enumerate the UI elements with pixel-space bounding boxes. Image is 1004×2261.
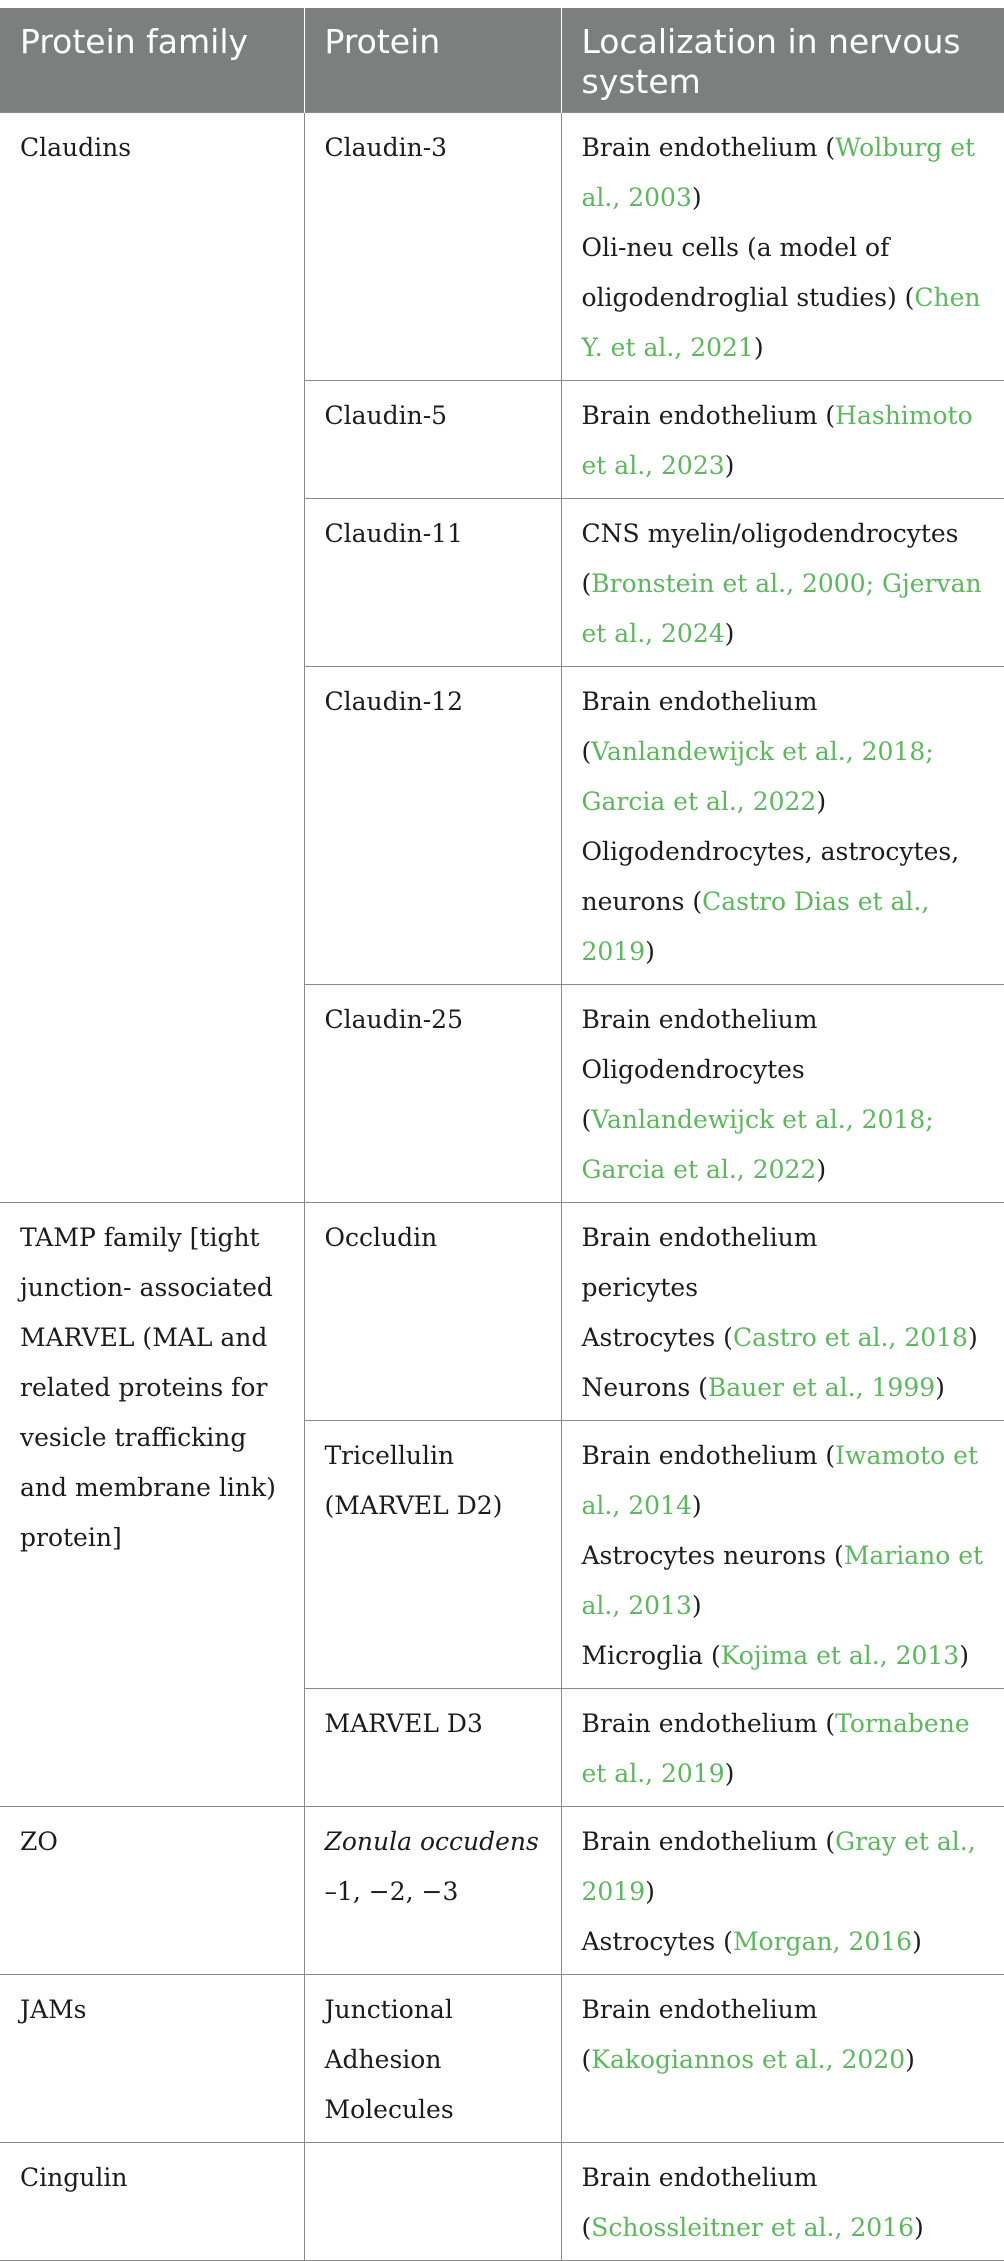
localization-text: Brain endothelium bbox=[581, 1005, 818, 1034]
protein-name: Claudin-11 bbox=[324, 519, 463, 548]
table-row bbox=[0, 1975, 1004, 2143]
protein-cell bbox=[304, 113, 561, 381]
localization-entry bbox=[582, 1917, 987, 1967]
localization-entry bbox=[582, 1313, 987, 1363]
localization-entry bbox=[582, 391, 987, 491]
citation-link[interactable]: Schossleitner et al., 2016 bbox=[591, 2213, 914, 2242]
citation-link[interactable]: Castro et al., 2018 bbox=[732, 1323, 968, 1352]
citation-link[interactable]: Kojima et al., 2013 bbox=[720, 1641, 960, 1670]
localization-entry bbox=[582, 1213, 987, 1263]
localization-text: Brain endothelium ( bbox=[581, 2163, 818, 2242]
localization-text: Brain endothelium ( bbox=[581, 1709, 836, 1738]
citation-link[interactable]: Castro Dias et al., 2019 bbox=[581, 887, 930, 966]
localization-entry bbox=[582, 1263, 987, 1313]
localization-text: Brain endothelium ( bbox=[581, 687, 818, 766]
localization-text: ) bbox=[816, 1155, 827, 1184]
localization-text: ) bbox=[935, 1373, 945, 1402]
table-row bbox=[0, 113, 1004, 381]
protein-cell bbox=[304, 985, 561, 1203]
table-row bbox=[0, 1807, 1004, 1975]
localization-cell bbox=[561, 1689, 1004, 1807]
citation-link[interactable]: Gray et al., 2019 bbox=[581, 1827, 976, 1906]
localization-text: Astrocytes neurons ( bbox=[581, 1541, 844, 1570]
localization-entry bbox=[582, 827, 987, 977]
protein-cell bbox=[304, 2143, 561, 2261]
protein-name: Claudin-25 bbox=[324, 1005, 463, 1034]
protein-name: MARVEL D3 bbox=[324, 1709, 483, 1738]
citation-link[interactable]: Hashimoto et al., 2023 bbox=[581, 401, 973, 480]
protein-family-cell: ZO bbox=[0, 1807, 304, 1975]
localization-text: ) bbox=[753, 333, 764, 362]
protein-cell bbox=[304, 1689, 561, 1807]
localization-entry bbox=[582, 1699, 987, 1799]
localization-text: ) bbox=[691, 183, 702, 212]
localization-entry bbox=[582, 1531, 987, 1631]
localization-text: pericytes bbox=[581, 1273, 699, 1302]
localization-cell bbox=[561, 1975, 1004, 2143]
citation-link[interactable]: Iwamoto et al., 2014 bbox=[581, 1441, 978, 1520]
localization-entry bbox=[582, 1631, 987, 1681]
protein-cell bbox=[304, 381, 561, 499]
citation-link[interactable]: Chen Y. et al., 2021 bbox=[581, 283, 981, 362]
localization-text: ) bbox=[959, 1641, 969, 1670]
localization-text: ) bbox=[724, 619, 735, 648]
table-body bbox=[0, 113, 1004, 2261]
localization-text: ) bbox=[724, 451, 735, 480]
localization-text: Brain endothelium ( bbox=[581, 1827, 836, 1856]
header-localization: Localization in nervous system bbox=[561, 8, 1004, 113]
localization-cell bbox=[561, 113, 1004, 381]
localization-entry bbox=[582, 677, 987, 827]
localization-text: Brain endothelium bbox=[581, 1223, 818, 1252]
localization-text: ) bbox=[691, 1491, 702, 1520]
citation-link[interactable]: Kakogiannos et al., 2020 bbox=[591, 2045, 906, 2074]
citation-link[interactable]: Wolburg et al., 2003 bbox=[581, 133, 976, 212]
localization-text: CNS myelin/oligodendrocytes ( bbox=[581, 519, 959, 598]
protein-name-italic: Zonula occudens bbox=[324, 1827, 539, 1856]
citation-link[interactable]: Vanlandewijck et al., 2018; Garcia et al., 2022 bbox=[581, 1105, 934, 1184]
localization-text: ) bbox=[724, 1759, 735, 1788]
localization-text: Brain endothelium ( bbox=[581, 401, 836, 430]
localization-entry bbox=[582, 509, 987, 659]
tight-junction-table bbox=[0, 8, 1004, 2261]
localization-text: Brain endothelium ( bbox=[581, 133, 836, 162]
localization-text: ) bbox=[691, 1591, 702, 1620]
protein-cell bbox=[304, 499, 561, 667]
protein-cell bbox=[304, 1807, 561, 1975]
localization-entry bbox=[582, 1045, 987, 1195]
protein-cell bbox=[304, 667, 561, 985]
protein-cell bbox=[304, 1203, 561, 1421]
citation-link[interactable]: Mariano et al., 2013 bbox=[581, 1541, 984, 1620]
localization-cell bbox=[561, 667, 1004, 985]
localization-text: ) bbox=[816, 787, 827, 816]
localization-entry bbox=[582, 123, 987, 223]
citation-link[interactable]: Tornabene et al., 2019 bbox=[581, 1709, 970, 1788]
localization-text: ) bbox=[645, 937, 655, 966]
localization-text: Brain endothelium ( bbox=[581, 1441, 836, 1470]
table-row bbox=[0, 2143, 1004, 2261]
localization-cell bbox=[561, 381, 1004, 499]
table-row bbox=[0, 1203, 1004, 1421]
protein-family-cell: Cingulin bbox=[0, 2143, 304, 2261]
localization-text: Brain endothelium ( bbox=[581, 1995, 818, 2074]
localization-text: Oligodendrocytes ( bbox=[581, 1055, 805, 1134]
protein-name: –1, −2, −3 bbox=[324, 1877, 459, 1906]
citation-link[interactable]: Bronstein et al., 2000; Gjervan et al., 2024 bbox=[581, 569, 982, 648]
localization-cell bbox=[561, 2143, 1004, 2261]
localization-text: Oligodendrocytes, astrocytes, neurons ( bbox=[581, 837, 960, 916]
localization-entry bbox=[582, 2153, 987, 2253]
header-protein-family: Protein family bbox=[0, 8, 304, 113]
protein-name: Claudin-5 bbox=[324, 401, 448, 430]
protein-family-cell: TAMP family [tight junction- associated MARVEL (MAL and related proteins for vesicle trafficking and membrane link) protein] bbox=[0, 1203, 304, 1807]
protein-cell bbox=[304, 1421, 561, 1689]
localization-text: ) bbox=[905, 2045, 915, 2074]
localization-text: Neurons ( bbox=[581, 1373, 708, 1402]
header-protein: Protein bbox=[304, 8, 561, 113]
localization-entry bbox=[582, 223, 987, 373]
protein-name: Tricellulin (MARVEL D2) bbox=[324, 1441, 503, 1520]
localization-text: Astrocytes ( bbox=[581, 1323, 733, 1352]
localization-text: ) bbox=[645, 1877, 655, 1906]
citation-link[interactable]: Bauer et al., 1999 bbox=[707, 1373, 936, 1402]
localization-cell bbox=[561, 1203, 1004, 1421]
protein-cell bbox=[304, 1975, 561, 2143]
protein-name: Junctional Adhesion Molecules bbox=[324, 1995, 454, 2124]
localization-entry bbox=[582, 1363, 987, 1413]
protein-family-cell: Claudins bbox=[0, 113, 304, 1203]
citation-link[interactable]: Morgan, 2016 bbox=[732, 1927, 913, 1956]
localization-text: ) bbox=[912, 1927, 922, 1956]
localization-entry bbox=[582, 995, 987, 1045]
localization-cell bbox=[561, 1807, 1004, 1975]
localization-cell bbox=[561, 499, 1004, 667]
localization-entry bbox=[582, 1431, 987, 1531]
localization-text: Microglia ( bbox=[581, 1641, 721, 1670]
localization-text: Astrocytes ( bbox=[581, 1927, 733, 1956]
localization-cell bbox=[561, 1421, 1004, 1689]
localization-text: ) bbox=[967, 1323, 978, 1352]
localization-entry bbox=[582, 1817, 987, 1917]
localization-cell bbox=[561, 985, 1004, 1203]
localization-text: ) bbox=[913, 2213, 924, 2242]
table-header bbox=[0, 8, 1004, 113]
protein-name: Claudin-12 bbox=[324, 687, 463, 716]
protein-family-cell: JAMs bbox=[0, 1975, 304, 2143]
protein-name: Occludin bbox=[324, 1223, 438, 1252]
localization-entry bbox=[582, 1985, 987, 2085]
citation-link[interactable]: Vanlandewijck et al., 2018; Garcia et al., 2022 bbox=[581, 737, 934, 816]
protein-name: Claudin-3 bbox=[324, 133, 448, 162]
localization-text: Oli-neu cells (a model of oligodendroglial studies) ( bbox=[581, 233, 915, 312]
